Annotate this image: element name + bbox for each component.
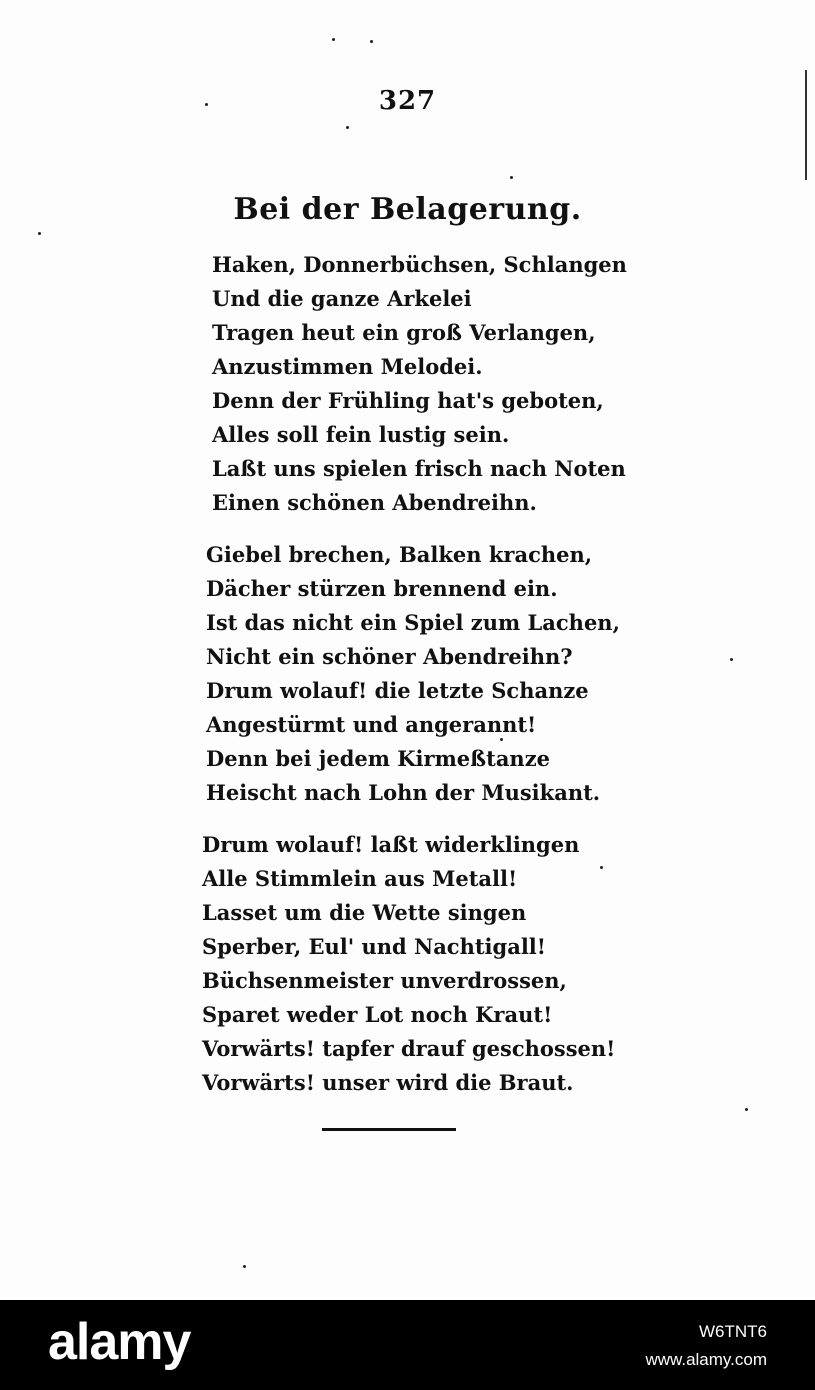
print-speck — [346, 126, 349, 129]
poem-line: Denn bei jedem Kirmeßtanze — [206, 746, 550, 771]
poem-line: Alles soll fein lustig sein. — [212, 422, 510, 447]
poem-title: Bei der Belagerung. — [233, 192, 582, 227]
print-speck — [205, 103, 208, 106]
poem-line: Tragen heut ein groß Verlangen, — [212, 320, 596, 345]
print-speck — [730, 658, 733, 661]
page-number: 327 — [378, 86, 437, 116]
print-speck — [500, 738, 503, 741]
poem-stanza-1 — [212, 248, 632, 520]
watermark-bar — [0, 1300, 815, 1390]
poem-line: Denn der Frühling hat's geboten, — [212, 388, 604, 413]
poem-line: Lasset um die Wette singen — [202, 900, 527, 925]
print-speck — [243, 1265, 246, 1268]
poem-stanza-2 — [206, 538, 626, 810]
poem-line: Nicht ein schöner Abendreihn? — [206, 644, 573, 669]
poem-line: Vorwärts! unser wird die Braut. — [202, 1070, 574, 1095]
poem-line: Drum wolauf! die letzte Schanze — [206, 678, 589, 703]
poem-line: Heischt nach Lohn der Musikant. — [206, 780, 601, 805]
poem-line: Vorwärts! tapfer drauf geschossen! — [202, 1036, 616, 1061]
watermark-logo: alamy — [48, 1313, 191, 1371]
print-speck — [38, 232, 41, 235]
poem-stanza-3 — [202, 828, 622, 1100]
poem-line: Anzustimmen Melodei. — [212, 354, 483, 379]
watermark-url: www.alamy.com — [645, 1350, 767, 1369]
poem-line: Haken, Donnerbüchsen, Schlangen — [212, 252, 627, 277]
end-rule — [322, 1128, 456, 1131]
poem-line: Und die ganze Arkelei — [212, 286, 472, 311]
poem-line: Giebel brechen, Balken krachen, — [206, 542, 593, 567]
print-speck — [510, 176, 513, 179]
print-speck — [332, 38, 335, 41]
page-edge-mark — [805, 70, 807, 180]
poem-line: Einen schönen Abendreihn. — [212, 490, 537, 515]
poem-line: Sparet weder Lot noch Kraut! — [202, 1002, 553, 1027]
print-speck — [370, 40, 373, 43]
poem-line: Büchsenmeister unverdrossen, — [202, 968, 567, 993]
print-speck — [745, 1108, 748, 1111]
poem-line: Sperber, Eul' und Nachtigall! — [202, 934, 546, 959]
poem-line: Drum wolauf! laßt widerklingen — [202, 832, 580, 857]
print-speck — [600, 866, 603, 869]
poem-line: Alle Stimmlein aus Metall! — [202, 866, 518, 891]
poem-line: Laßt uns spielen frisch nach Noten — [212, 456, 626, 481]
poem-line: Angestürmt und angerannt! — [206, 712, 537, 737]
poem-line: Ist das nicht ein Spiel zum Lachen, — [206, 610, 620, 635]
watermark-image-code: W6TNT6 — [699, 1322, 767, 1341]
poem-line: Dächer stürzen brennend ein. — [206, 576, 558, 601]
